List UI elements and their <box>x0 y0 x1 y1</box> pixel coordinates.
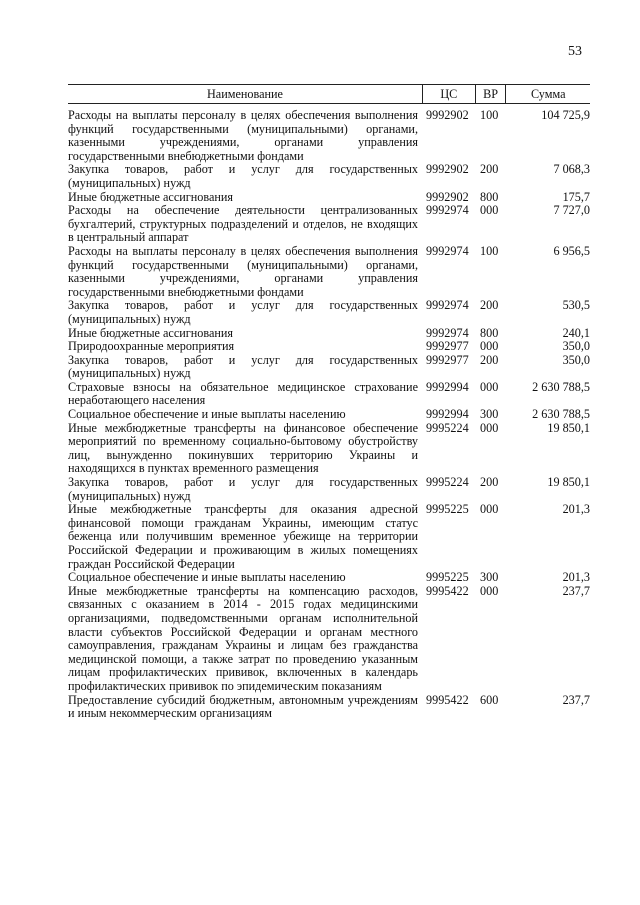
table-header <box>68 84 590 104</box>
row-vr: 200 <box>480 475 499 490</box>
table-row <box>68 163 590 190</box>
row-cs: 9995422 <box>426 583 469 598</box>
row-cs: 9992902 <box>426 162 469 177</box>
row-cs: 9992977 <box>426 352 469 367</box>
row-name: Иные межбюджетные трансферты для оказания адресной финансовой помощи гражданам Украины, имеющим статус беженца или получившим временное убежище на территории Российской Федерации и проживающим в жилых помещениях граждан Российской Федерации <box>68 502 418 571</box>
row-name: Иные бюджетные ассигнования <box>68 189 234 204</box>
row-cs: 9992902 <box>426 189 469 204</box>
row-sum: 530,5 <box>562 298 590 313</box>
row-sum: 237,7 <box>562 692 590 707</box>
row-vr: 000 <box>480 203 499 218</box>
row-name: Природоохранные мероприятия <box>68 339 235 354</box>
table-row <box>68 585 590 694</box>
table-row <box>68 503 590 571</box>
row-cs: 9995225 <box>426 570 469 585</box>
row-name: Социальное обеспечение и иные выплаты населению <box>68 570 346 585</box>
table-row <box>68 354 590 381</box>
row-vr: 000 <box>480 339 499 354</box>
row-name: Расходы на выплаты персоналу в целях обеспечения выполнения функций государственными (муниципальными) органами, казенными учреждениями, органами управления государственными внебюджетными фондами <box>68 108 418 163</box>
table-row <box>68 422 590 476</box>
row-name: Предоставление субсидий бюджетным, автономным учреждениям и иным некоммерческим организациям <box>68 692 418 721</box>
table-row <box>68 327 590 341</box>
table-row <box>68 204 590 245</box>
row-cs: 9995225 <box>426 502 469 517</box>
table-row <box>68 694 590 721</box>
row-vr: 200 <box>480 352 499 367</box>
row-vr: 300 <box>480 570 499 585</box>
row-sum: 19 850,1 <box>547 420 590 435</box>
row-name: Закупка товаров, работ и услуг для государственных (муниципальных) нужд <box>68 352 418 381</box>
row-cs: 9992974 <box>426 325 469 340</box>
row-cs: 9992977 <box>426 339 469 354</box>
row-cs: 9992902 <box>426 108 469 122</box>
row-vr: 100 <box>480 108 499 122</box>
row-vr: 300 <box>480 407 499 422</box>
table-row <box>68 109 590 163</box>
row-sum: 2 630 788,5 <box>532 407 590 422</box>
row-cs: 9995224 <box>426 475 469 490</box>
row-name: Закупка товаров, работ и услуг для государственных (муниципальных) нужд <box>68 162 418 190</box>
row-sum: 7 068,3 <box>553 162 590 177</box>
table-row <box>68 299 590 326</box>
table-row <box>68 476 590 503</box>
row-sum: 2 630 788,5 <box>532 379 590 394</box>
budget-table <box>68 84 590 721</box>
row-vr: 000 <box>480 379 499 394</box>
row-vr: 000 <box>480 583 499 598</box>
row-sum: 201,3 <box>562 570 590 585</box>
row-sum: 175,7 <box>562 189 590 204</box>
row-name: Иные бюджетные ассигнования <box>68 325 234 340</box>
table-body <box>68 109 590 721</box>
row-name: Страховые взносы на обязательное медицинское страхование неработающего населения <box>68 379 418 408</box>
row-cs: 9995422 <box>426 692 469 707</box>
row-name: Иные межбюджетные трансферты на финансовое обеспечение мероприятий по временному социально-бытовому обустройству лиц, вынужденно покинувших территорию Украины и находящихся в пунктах временного размещения <box>68 420 418 476</box>
row-sum: 104 725,9 <box>541 108 590 122</box>
table-row <box>68 571 590 585</box>
row-vr: 200 <box>480 298 499 313</box>
row-name: Закупка товаров, работ и услуг для государственных (муниципальных) нужд <box>68 475 418 503</box>
table-row <box>68 381 590 408</box>
row-cs: 9992974 <box>426 243 469 258</box>
header-vr: ВР <box>475 85 506 103</box>
page-number: 53 <box>568 44 582 59</box>
row-sum: 237,7 <box>562 583 590 598</box>
table-row <box>68 340 590 354</box>
row-name: Расходы на обеспечение деятельности централизованных бухгалтерий, структурных подразделений и отделов, не входящих в центральный аппарат <box>68 203 418 245</box>
row-vr: 600 <box>480 692 499 707</box>
row-cs: 9995224 <box>426 420 469 435</box>
table-row <box>68 408 590 422</box>
row-cs: 9992974 <box>426 203 469 218</box>
row-vr: 100 <box>480 243 499 258</box>
row-vr: 800 <box>480 325 499 340</box>
row-sum: 350,0 <box>562 352 590 367</box>
row-cs: 9992994 <box>426 407 469 422</box>
row-vr: 000 <box>480 502 499 517</box>
row-vr: 200 <box>480 162 499 177</box>
row-sum: 19 850,1 <box>547 475 590 490</box>
row-sum: 6 956,5 <box>553 243 590 258</box>
row-sum: 201,3 <box>562 502 590 517</box>
table-row <box>68 191 590 205</box>
row-cs: 9992974 <box>426 298 469 313</box>
table-row <box>68 245 590 299</box>
row-name: Социальное обеспечение и иные выплаты населению <box>68 407 346 422</box>
row-sum: 7 727,0 <box>553 203 590 218</box>
row-sum: 350,0 <box>562 339 590 354</box>
row-name: Закупка товаров, работ и услуг для государственных (муниципальных) нужд <box>68 298 418 326</box>
row-vr: 000 <box>480 420 499 435</box>
row-name: Расходы на выплаты персоналу в целях обеспечения выполнения функций государственными (муниципальными) органами, казенными учреждениями, органами управления государственными внебюджетными фондами <box>68 243 418 299</box>
header-name: Наименование <box>207 87 283 101</box>
row-sum: 240,1 <box>562 325 590 340</box>
row-cs: 9992994 <box>426 379 469 394</box>
row-name: Иные межбюджетные трансферты на компенсацию расходов, связанных с оказанием в 2014 - 2015 годах медицинскими организациями, подведомственными органам исполнительной власти субъектов Российской Федерации и органам местного самоуправления, гражданам Украины и лицам без гражданства медицинской помощи, а также затрат по проведению указанным лицам профилактических прививок, включенных в календарь профилактических прививок по эпидемическим показаниям <box>68 583 418 693</box>
header-cs: ЦС <box>422 85 475 103</box>
header-sum: Сумма <box>505 85 590 103</box>
row-vr: 800 <box>480 189 499 204</box>
